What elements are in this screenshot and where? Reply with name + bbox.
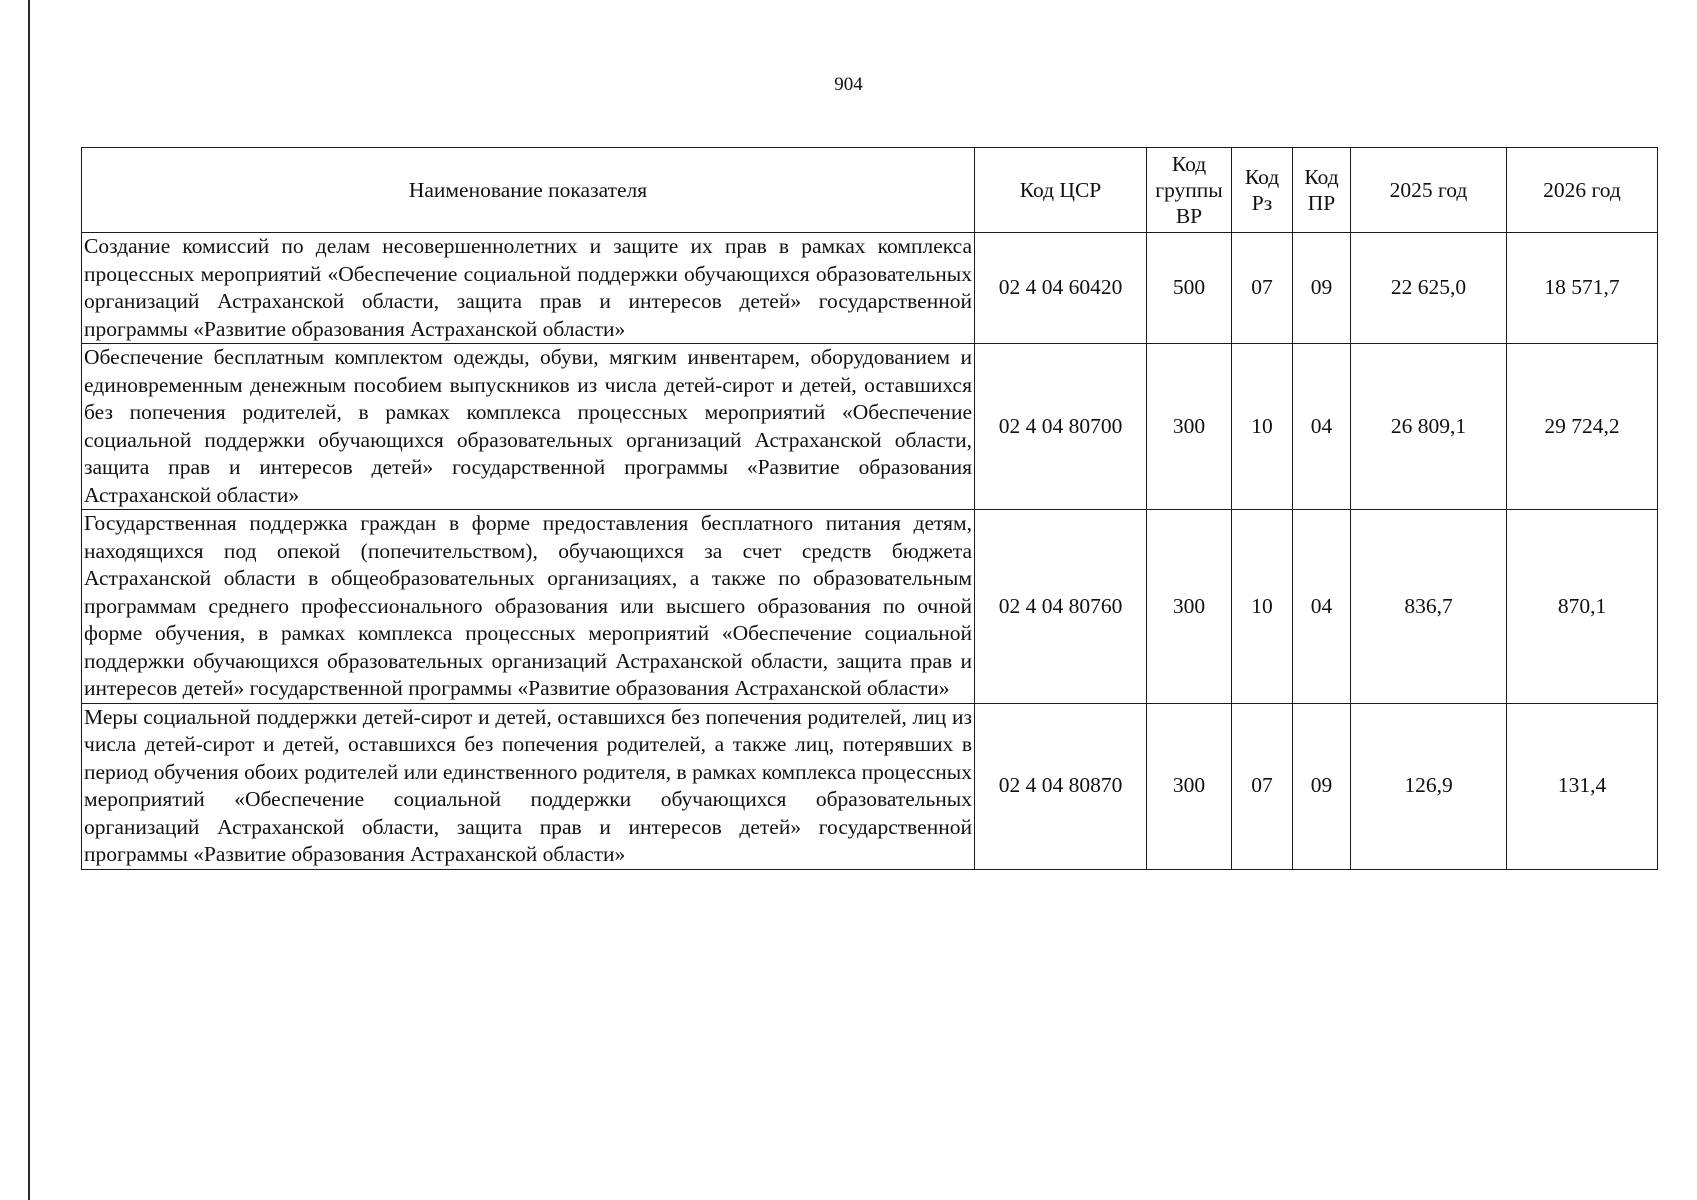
page-number: 904 (834, 74, 863, 95)
budget-table (81, 147, 1658, 870)
header-name: Наименование показателя (82, 148, 975, 233)
row-csr: 02 4 04 80700 (975, 344, 1147, 510)
header-vr: Код группы ВР (1147, 148, 1232, 233)
row-csr: 02 4 04 60420 (975, 233, 1147, 344)
table-row (82, 344, 1658, 510)
scan-edge-line (28, 0, 30, 1200)
row-vr: 500 (1147, 233, 1232, 344)
row-csr: 02 4 04 80870 (975, 703, 1147, 869)
row-amount-2026: 870,1 (1507, 510, 1658, 704)
row-rz: 10 (1232, 344, 1293, 510)
table-row (82, 510, 1658, 704)
row-rz: 07 (1232, 703, 1293, 869)
row-amount-2026: 131,4 (1507, 703, 1658, 869)
row-name: Создание комиссий по делам несовершеннолетних и защите их прав в рамках комплекса процессных мероприятий «Обеспечение социальной поддержки обучающихся образовательных организаций Астраханской области, защита прав и интересов детей» государственной программы «Развитие образования Астраханской области» (82, 233, 975, 344)
table-header-row (82, 148, 1658, 233)
header-pr: Код ПР (1293, 148, 1351, 233)
header-year-2026: 2026 год (1507, 148, 1658, 233)
row-amount-2026: 29 724,2 (1507, 344, 1658, 510)
row-name: Обеспечение бесплатным комплектом одежды, обуви, мягким инвентарем, оборудованием и единовременным денежным пособием выпускников из числа детей-сирот и детей, оставшихся без попечения родителей, в рамках комплекса процессных мероприятий «Обеспечение социальной поддержки обучающихся образовательных организаций Астраханской области, защита прав и интересов детей» государственной программы «Развитие образования Астраханской области» (82, 344, 975, 510)
row-amount-2025: 22 625,0 (1351, 233, 1507, 344)
row-amount-2025: 836,7 (1351, 510, 1507, 704)
row-rz: 07 (1232, 233, 1293, 344)
row-rz: 10 (1232, 510, 1293, 704)
header-year-2025: 2025 год (1351, 148, 1507, 233)
row-pr: 09 (1293, 233, 1351, 344)
row-name: Меры социальной поддержки детей-сирот и детей, оставшихся без попечения родителей, лиц из числа детей-сирот и детей, оставшихся без попечения родителей, а также лиц, потерявших в период обучения обоих родителей или единственного родителя, в рамках комплекса процессных мероприятий «Обеспечение социальной поддержки обучающихся образовательных организаций Астраханской области, защита прав и интересов детей» государственной программы «Развитие образования Астраханской области» (82, 703, 975, 869)
row-amount-2026: 18 571,7 (1507, 233, 1658, 344)
row-pr: 04 (1293, 344, 1351, 510)
row-pr: 09 (1293, 703, 1351, 869)
row-csr: 02 4 04 80760 (975, 510, 1147, 704)
row-pr: 04 (1293, 510, 1351, 704)
header-rz: Код Рз (1232, 148, 1293, 233)
row-vr: 300 (1147, 510, 1232, 704)
table-row (82, 233, 1658, 344)
row-amount-2025: 26 809,1 (1351, 344, 1507, 510)
header-csr: Код ЦСР (975, 148, 1147, 233)
row-amount-2025: 126,9 (1351, 703, 1507, 869)
row-name: Государственная поддержка граждан в форме предоставления бесплатного питания детям, находящихся под опекой (попечительством), обучающихся за счет средств бюджета Астраханской области в общеобразовательных организациях, а также по образовательным программам среднего профессионального образования или высшего образования по очной форме обучения, в рамках комплекса процессных мероприятий «Обеспечение социальной поддержки обучающихся образовательных организаций Астраханской области, защита прав и интересов детей» государственной программы «Развитие образования Астраханской области» (82, 510, 975, 704)
table-row (82, 703, 1658, 869)
row-vr: 300 (1147, 344, 1232, 510)
row-vr: 300 (1147, 703, 1232, 869)
